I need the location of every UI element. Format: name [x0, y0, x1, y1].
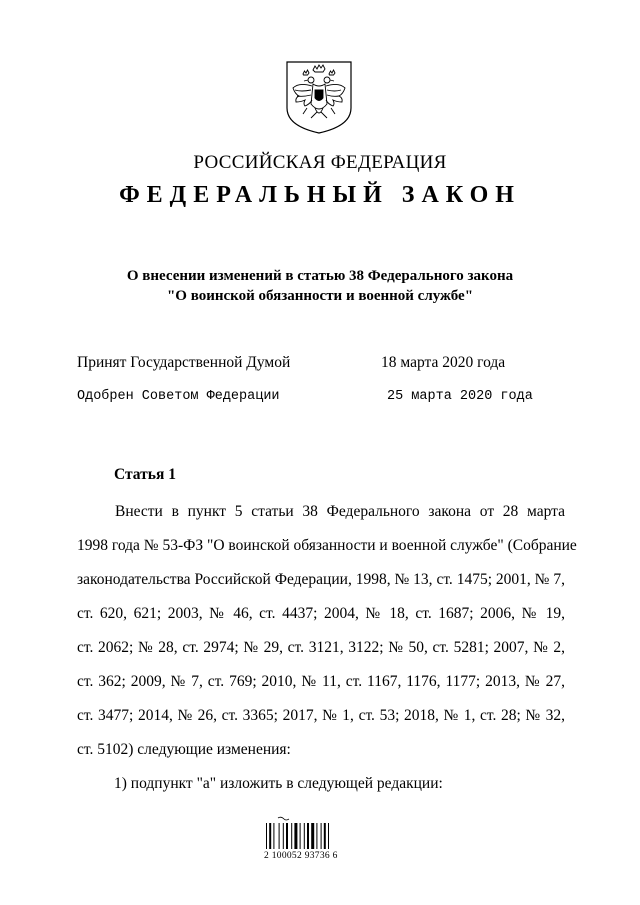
law-subject-line2: "О воинской обязанности и военной службе" — [166, 288, 474, 304]
article-line: ст. 2062; № 28, ст. 2974; № 29, ст. 3121, 3122; № 50, ст. 5281; 2007, № 2, — [77, 639, 565, 656]
council-approval-date: 25 марта 2020 года — [387, 389, 533, 404]
council-approval-label: Одобрен Советом Федерации — [77, 389, 280, 404]
article-line: ст. 362; 2009, № 7, ст. 769; 2010, № 11, ст. 1167, 1176, 1177; 2013, № 27, — [77, 673, 565, 690]
duma-adoption-label: Принят Государственной Думой — [77, 354, 291, 371]
article-title: Статья 1 — [114, 466, 176, 483]
state-emblem-icon — [283, 58, 355, 136]
barcode-number: 2 100052 93736 6 — [264, 851, 338, 861]
law-subject-line1: О внесении изменений в статью 38 Федерального закона — [126, 268, 514, 284]
article-body — [77, 495, 577, 767]
article-line: ст. 3477; 2014, № 26, ст. 3365; 2017, № 1, ст. 53; 2018, № 1, ст. 28; № 32, — [77, 707, 565, 724]
article-line: ст. 620, 621; 2003, № 46, ст. 4437; 2004, № 18, ст. 1687; 2006, № 19, — [77, 605, 565, 622]
country-title: РОССИЙСКАЯ ФЕДЕРАЦИЯ — [193, 152, 447, 173]
duma-adoption-date: 18 марта 2020 года — [381, 354, 506, 371]
article-item-1: 1) подпункт "а" изложить в следующей редакции: — [114, 775, 443, 792]
article-line: 1998 года № 53-ФЗ "О воинской обязанности и военной службе" (Собрание — [77, 537, 577, 554]
article-line: законодательства Российской Федерации, 1998, № 13, ст. 1475; 2001, № 7, — [77, 571, 565, 588]
article-line: ст. 5102) следующие изменения: — [77, 741, 291, 758]
article-line: Внести в пункт 5 статьи 38 Федерального закона от 28 марта — [115, 503, 565, 520]
law-type-title: ФЕДЕРАЛЬНЫЙ ЗАКОН — [119, 182, 521, 208]
